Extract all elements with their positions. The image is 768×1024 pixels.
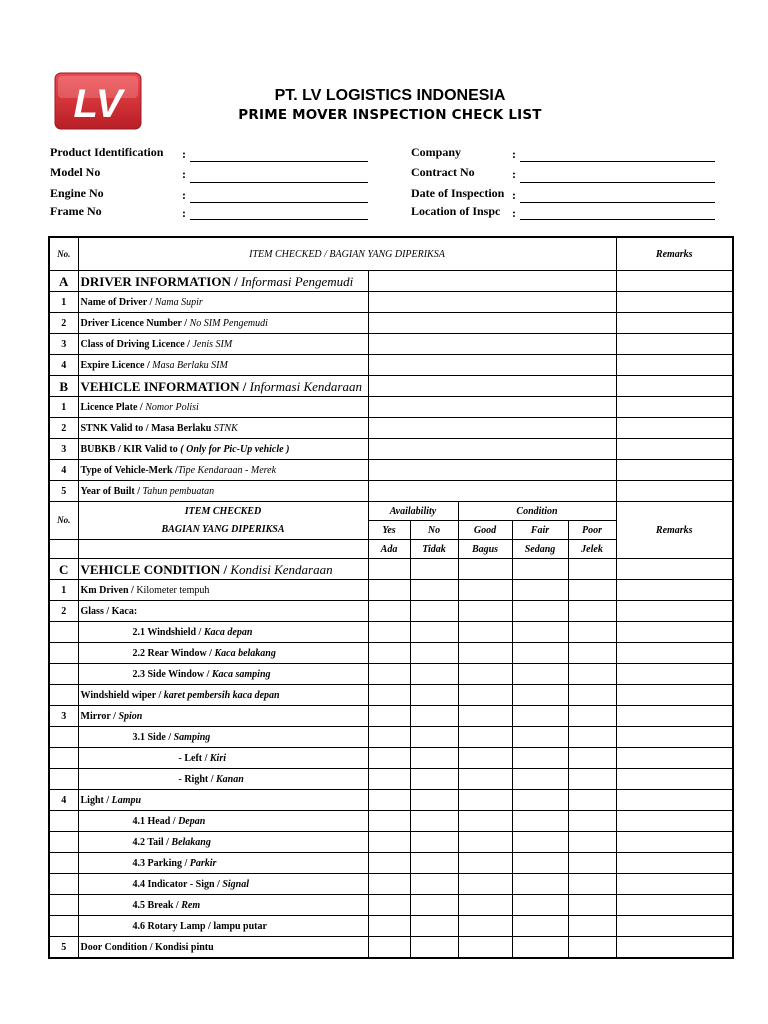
section-b-value[interactable]	[368, 376, 616, 397]
yes-cell[interactable]	[368, 622, 410, 643]
row-item: Class of Driving Licence / Jenis SIM	[78, 334, 368, 355]
model-no-label: Model No	[50, 165, 101, 179]
remarks-cell[interactable]	[616, 748, 733, 769]
engine-no-field[interactable]	[190, 202, 368, 203]
row-number	[49, 685, 78, 706]
company-name: PT. LV LOGISTICS INDONESIA	[274, 87, 506, 104]
poor-header: Poor	[568, 521, 616, 540]
row-number	[49, 643, 78, 664]
row-number: 2	[49, 601, 78, 622]
table-row	[49, 643, 733, 664]
poor-cell[interactable]	[568, 748, 616, 769]
row-item: Door Condition / Kondisi pintu	[78, 937, 368, 959]
yes-cell[interactable]	[368, 643, 410, 664]
poor-cell[interactable]	[568, 916, 616, 937]
fair-cell[interactable]	[512, 601, 568, 622]
no-cell[interactable]	[410, 937, 458, 959]
blank-cell	[49, 540, 78, 559]
tidak-header: Tidak	[410, 540, 458, 559]
document-title: PRIME MOVER INSPECTION CHECK LIST	[238, 107, 542, 123]
poor-cell[interactable]	[568, 874, 616, 895]
no-cell[interactable]	[410, 580, 458, 601]
remarks-cell[interactable]	[616, 895, 733, 916]
no-cell[interactable]	[410, 643, 458, 664]
yes-cell[interactable]	[368, 748, 410, 769]
col-item-header: ITEM CHECKED / BAGIAN YANG DIPERIKSA	[78, 237, 616, 271]
no-cell[interactable]	[410, 622, 458, 643]
fair-cell[interactable]	[512, 685, 568, 706]
row-number	[49, 916, 78, 937]
table-row	[49, 418, 733, 439]
good-cell[interactable]	[458, 832, 512, 853]
row-remarks[interactable]	[616, 292, 733, 313]
yes-cell[interactable]	[368, 916, 410, 937]
poor-cell[interactable]	[568, 664, 616, 685]
row-remarks[interactable]	[616, 481, 733, 502]
condition-header-row-1	[49, 502, 733, 521]
yes-header: Yes	[368, 521, 410, 540]
row-value[interactable]	[368, 292, 616, 313]
poor-cell[interactable]	[568, 811, 616, 832]
row-number: 3	[49, 706, 78, 727]
contract-no-colon: :	[512, 167, 516, 181]
no-cell[interactable]	[410, 727, 458, 748]
fair-cell[interactable]	[512, 874, 568, 895]
row-item: Licence Plate / Nomor Polisi	[78, 397, 368, 418]
row-item: STNK Valid to / Masa Berlaku STNK	[78, 418, 368, 439]
row-value[interactable]	[368, 439, 616, 460]
table-row	[49, 622, 733, 643]
row-item: Km Driven / Kilometer tempuh	[78, 580, 368, 601]
table-row	[49, 685, 733, 706]
remarks-cell[interactable]	[616, 916, 733, 937]
good-cell[interactable]	[458, 601, 512, 622]
fair-cell[interactable]	[512, 706, 568, 727]
product-id-label: Product Identification	[50, 145, 164, 159]
fair-cell[interactable]	[512, 559, 568, 580]
engine-no-colon: :	[182, 188, 186, 202]
no-cell[interactable]	[410, 916, 458, 937]
row-number: 4	[49, 790, 78, 811]
no-cell[interactable]	[410, 685, 458, 706]
row-item: 4.2 Tail / Belakang	[78, 832, 368, 853]
fair-header: Fair	[512, 521, 568, 540]
yes-cell[interactable]	[368, 853, 410, 874]
yes-cell[interactable]	[368, 601, 410, 622]
table-row	[49, 727, 733, 748]
table-row	[49, 601, 733, 622]
company-colon: :	[512, 147, 516, 161]
row-item: 4.6 Rotary Lamp / lampu putar	[78, 916, 368, 937]
company-logo	[54, 72, 142, 130]
row-item: BUBKB / KIR Valid to ( Only for Pic-Up vehicle )	[78, 439, 368, 460]
row-item: 4.5 Break / Rem	[78, 895, 368, 916]
remarks-cell[interactable]	[616, 832, 733, 853]
row-number: 3	[49, 439, 78, 460]
section-c-title: VEHICLE CONDITION / Kondisi Kendaraan	[78, 559, 368, 580]
yes-cell[interactable]	[368, 685, 410, 706]
row-number	[49, 727, 78, 748]
row-remarks[interactable]	[616, 460, 733, 481]
row-number: 2	[49, 313, 78, 334]
yes-cell[interactable]	[368, 559, 410, 580]
fair-cell[interactable]	[512, 895, 568, 916]
row-item: Name of Driver / Nama Supir	[78, 292, 368, 313]
poor-cell[interactable]	[568, 832, 616, 853]
sedang-header: Sedang	[512, 540, 568, 559]
good-cell[interactable]	[458, 643, 512, 664]
row-remarks[interactable]	[616, 334, 733, 355]
row-number	[49, 811, 78, 832]
condition-header: Condition	[458, 502, 616, 521]
poor-cell[interactable]	[568, 601, 616, 622]
poor-cell[interactable]	[568, 790, 616, 811]
row-number: 4	[49, 355, 78, 376]
yes-cell[interactable]	[368, 811, 410, 832]
remarks-cell[interactable]	[616, 811, 733, 832]
remarks-cell[interactable]	[616, 643, 733, 664]
section-b-row	[49, 376, 733, 397]
section-a-value[interactable]	[368, 271, 616, 292]
table-header-row	[49, 237, 733, 271]
section-b-title: VEHICLE INFORMATION / Informasi Kendaraan	[78, 376, 368, 397]
row-item: Expire Licence / Masa Berlaku SIM	[78, 355, 368, 376]
remarks-cell[interactable]	[616, 790, 733, 811]
yes-cell[interactable]	[368, 706, 410, 727]
row-number	[49, 895, 78, 916]
table-row	[49, 706, 733, 727]
svg-text:LV: LV	[73, 82, 123, 126]
table-row	[49, 397, 733, 418]
row-item: 2.1 Windshield / Kaca depan	[78, 622, 368, 643]
row-value[interactable]	[368, 313, 616, 334]
row-number	[49, 664, 78, 685]
section-a-title: DRIVER INFORMATION / Informasi Pengemudi	[78, 271, 368, 292]
row-item: Mirror / Spion	[78, 706, 368, 727]
fair-cell[interactable]	[512, 664, 568, 685]
no-cell[interactable]	[410, 811, 458, 832]
table-row	[49, 439, 733, 460]
remarks-cell[interactable]	[616, 601, 733, 622]
frame-no-colon: :	[182, 206, 186, 220]
cond-no-header: No.	[49, 502, 78, 540]
poor-cell[interactable]	[568, 727, 616, 748]
row-number	[49, 748, 78, 769]
good-cell[interactable]	[458, 769, 512, 790]
row-value[interactable]	[368, 397, 616, 418]
good-cell[interactable]	[458, 580, 512, 601]
contract-no-field[interactable]	[520, 182, 715, 183]
row-item: 2.2 Rear Window / Kaca belakang	[78, 643, 368, 664]
row-number	[49, 853, 78, 874]
row-remarks[interactable]	[616, 313, 733, 334]
frame-no-label: Frame No	[50, 204, 102, 218]
row-number: 3	[49, 334, 78, 355]
table-row	[49, 853, 733, 874]
table-row	[49, 937, 733, 959]
no-header: No	[410, 521, 458, 540]
good-cell[interactable]	[458, 895, 512, 916]
poor-cell[interactable]	[568, 937, 616, 959]
table-row	[49, 664, 733, 685]
location-label: Location of Inspc	[411, 204, 501, 218]
row-number	[49, 769, 78, 790]
date-inspection-colon: :	[512, 188, 516, 202]
row-value[interactable]	[368, 334, 616, 355]
table-row	[49, 460, 733, 481]
good-cell[interactable]	[458, 664, 512, 685]
date-inspection-field[interactable]	[520, 202, 715, 203]
fair-cell[interactable]	[512, 937, 568, 959]
row-value[interactable]	[368, 481, 616, 502]
row-item: Year of Built / Tahun pembuatan	[78, 481, 368, 502]
fair-cell[interactable]	[512, 580, 568, 601]
good-cell[interactable]	[458, 559, 512, 580]
date-inspection-label: Date of Inspection	[411, 186, 505, 200]
engine-no-label: Engine No	[50, 186, 104, 200]
poor-cell[interactable]	[568, 685, 616, 706]
section-c-letter: C	[49, 559, 78, 580]
row-number	[49, 622, 78, 643]
no-cell[interactable]	[410, 832, 458, 853]
good-cell[interactable]	[458, 937, 512, 959]
good-cell[interactable]	[458, 790, 512, 811]
row-number: 4	[49, 460, 78, 481]
company-field[interactable]	[520, 161, 715, 162]
row-number	[49, 874, 78, 895]
remarks-cell[interactable]	[616, 706, 733, 727]
availability-header: Availability	[368, 502, 458, 521]
good-cell[interactable]	[458, 727, 512, 748]
product-id-colon: :	[182, 147, 186, 161]
good-cell[interactable]	[458, 811, 512, 832]
row-item: 3.1 Side / Samping	[78, 727, 368, 748]
table-row	[49, 748, 733, 769]
blank-cell	[78, 540, 368, 559]
row-number: 1	[49, 580, 78, 601]
no-cell[interactable]	[410, 853, 458, 874]
row-number: 1	[49, 292, 78, 313]
fair-cell[interactable]	[512, 853, 568, 874]
remarks-cell[interactable]	[616, 622, 733, 643]
table-row	[49, 292, 733, 313]
poor-cell[interactable]	[568, 706, 616, 727]
fair-cell[interactable]	[512, 790, 568, 811]
col-remarks-header: Remarks	[616, 237, 733, 271]
good-cell[interactable]	[458, 685, 512, 706]
poor-cell[interactable]	[568, 580, 616, 601]
section-c-row	[49, 559, 733, 580]
fair-cell[interactable]	[512, 727, 568, 748]
row-remarks[interactable]	[616, 439, 733, 460]
no-cell[interactable]	[410, 790, 458, 811]
fair-cell[interactable]	[512, 811, 568, 832]
row-item: 2.3 Side Window / Kaca samping	[78, 664, 368, 685]
section-b-letter: B	[49, 376, 78, 397]
row-item: Type of Vehicle-Merk /Tipe Kendaraan - Merek	[78, 460, 368, 481]
fair-cell[interactable]	[512, 622, 568, 643]
row-item: Glass / Kaca:	[78, 601, 368, 622]
yes-cell[interactable]	[368, 874, 410, 895]
remarks-cell[interactable]	[616, 853, 733, 874]
section-b-remarks[interactable]	[616, 376, 733, 397]
good-cell[interactable]	[458, 853, 512, 874]
row-number: 5	[49, 481, 78, 502]
no-cell[interactable]	[410, 664, 458, 685]
col-no-header: No.	[49, 237, 78, 271]
yes-cell[interactable]	[368, 832, 410, 853]
poor-cell[interactable]	[568, 622, 616, 643]
row-item: - Left / Kiri	[78, 748, 368, 769]
row-value[interactable]	[368, 460, 616, 481]
ada-header: Ada	[368, 540, 410, 559]
table-row	[49, 313, 733, 334]
row-item: 4.4 Indicator - Sign / Signal	[78, 874, 368, 895]
table-row	[49, 334, 733, 355]
no-cell[interactable]	[410, 706, 458, 727]
table-row	[49, 895, 733, 916]
remarks-cell[interactable]	[616, 664, 733, 685]
company-label: Company	[411, 145, 462, 159]
poor-cell[interactable]	[568, 559, 616, 580]
poor-cell[interactable]	[568, 769, 616, 790]
remarks-cell[interactable]	[616, 580, 733, 601]
table-row	[49, 916, 733, 937]
good-cell[interactable]	[458, 622, 512, 643]
contract-no-label: Contract No	[411, 165, 475, 179]
fair-cell[interactable]	[512, 769, 568, 790]
row-item: 4.1 Head / Depan	[78, 811, 368, 832]
yes-cell[interactable]	[368, 727, 410, 748]
row-value[interactable]	[368, 418, 616, 439]
row-number: 1	[49, 397, 78, 418]
table-row	[49, 355, 733, 376]
section-a-letter: A	[49, 271, 78, 292]
row-item: 4.3 Parking / Parkir	[78, 853, 368, 874]
fair-cell[interactable]	[512, 832, 568, 853]
location-colon: :	[512, 206, 516, 220]
poor-cell[interactable]	[568, 895, 616, 916]
poor-cell[interactable]	[568, 643, 616, 664]
no-cell[interactable]	[410, 769, 458, 790]
row-number: 5	[49, 937, 78, 959]
remarks-cell[interactable]	[616, 937, 733, 959]
fair-cell[interactable]	[512, 748, 568, 769]
table-row	[49, 811, 733, 832]
yes-cell[interactable]	[368, 664, 410, 685]
row-item: Driver Licence Number / No SIM Pengemudi	[78, 313, 368, 334]
inspection-table	[48, 236, 734, 959]
lv-logo-icon	[54, 72, 142, 130]
table-row	[49, 769, 733, 790]
remarks-cell[interactable]	[616, 559, 733, 580]
yes-cell[interactable]	[368, 790, 410, 811]
good-cell[interactable]	[458, 916, 512, 937]
frame-no-field[interactable]	[190, 219, 368, 220]
no-cell[interactable]	[410, 601, 458, 622]
row-remarks[interactable]	[616, 397, 733, 418]
no-cell[interactable]	[410, 559, 458, 580]
bagus-header: Bagus	[458, 540, 512, 559]
table-row	[49, 790, 733, 811]
table-row	[49, 832, 733, 853]
remarks-cell[interactable]	[616, 769, 733, 790]
remarks-cell[interactable]	[616, 685, 733, 706]
row-remarks[interactable]	[616, 418, 733, 439]
cond-item-header: ITEM CHECKED BAGIAN YANG DIPERIKSA	[78, 502, 368, 540]
yes-cell[interactable]	[368, 580, 410, 601]
no-cell[interactable]	[410, 748, 458, 769]
remarks-cell[interactable]	[616, 727, 733, 748]
no-cell[interactable]	[410, 895, 458, 916]
product-id-field[interactable]	[190, 161, 368, 162]
good-header: Good	[458, 521, 512, 540]
table-row	[49, 580, 733, 601]
row-number: 2	[49, 418, 78, 439]
row-number	[49, 832, 78, 853]
row-value[interactable]	[368, 355, 616, 376]
no-cell[interactable]	[410, 874, 458, 895]
poor-cell[interactable]	[568, 853, 616, 874]
location-field[interactable]	[520, 219, 715, 220]
good-cell[interactable]	[458, 874, 512, 895]
model-no-field[interactable]	[190, 182, 368, 183]
fair-cell[interactable]	[512, 643, 568, 664]
section-a-row	[49, 271, 733, 292]
row-item: - Right / Kanan	[78, 769, 368, 790]
good-cell[interactable]	[458, 748, 512, 769]
cond-remarks-header: Remarks	[616, 502, 733, 559]
remarks-cell[interactable]	[616, 874, 733, 895]
row-remarks[interactable]	[616, 355, 733, 376]
fair-cell[interactable]	[512, 916, 568, 937]
model-no-colon: :	[182, 167, 186, 181]
yes-cell[interactable]	[368, 895, 410, 916]
yes-cell[interactable]	[368, 769, 410, 790]
yes-cell[interactable]	[368, 937, 410, 959]
section-a-remarks[interactable]	[616, 271, 733, 292]
table-row	[49, 481, 733, 502]
row-item: Light / Lampu	[78, 790, 368, 811]
row-item: Windshield wiper / karet pembersih kaca depan	[78, 685, 368, 706]
table-row	[49, 874, 733, 895]
jelek-header: Jelek	[568, 540, 616, 559]
good-cell[interactable]	[458, 706, 512, 727]
